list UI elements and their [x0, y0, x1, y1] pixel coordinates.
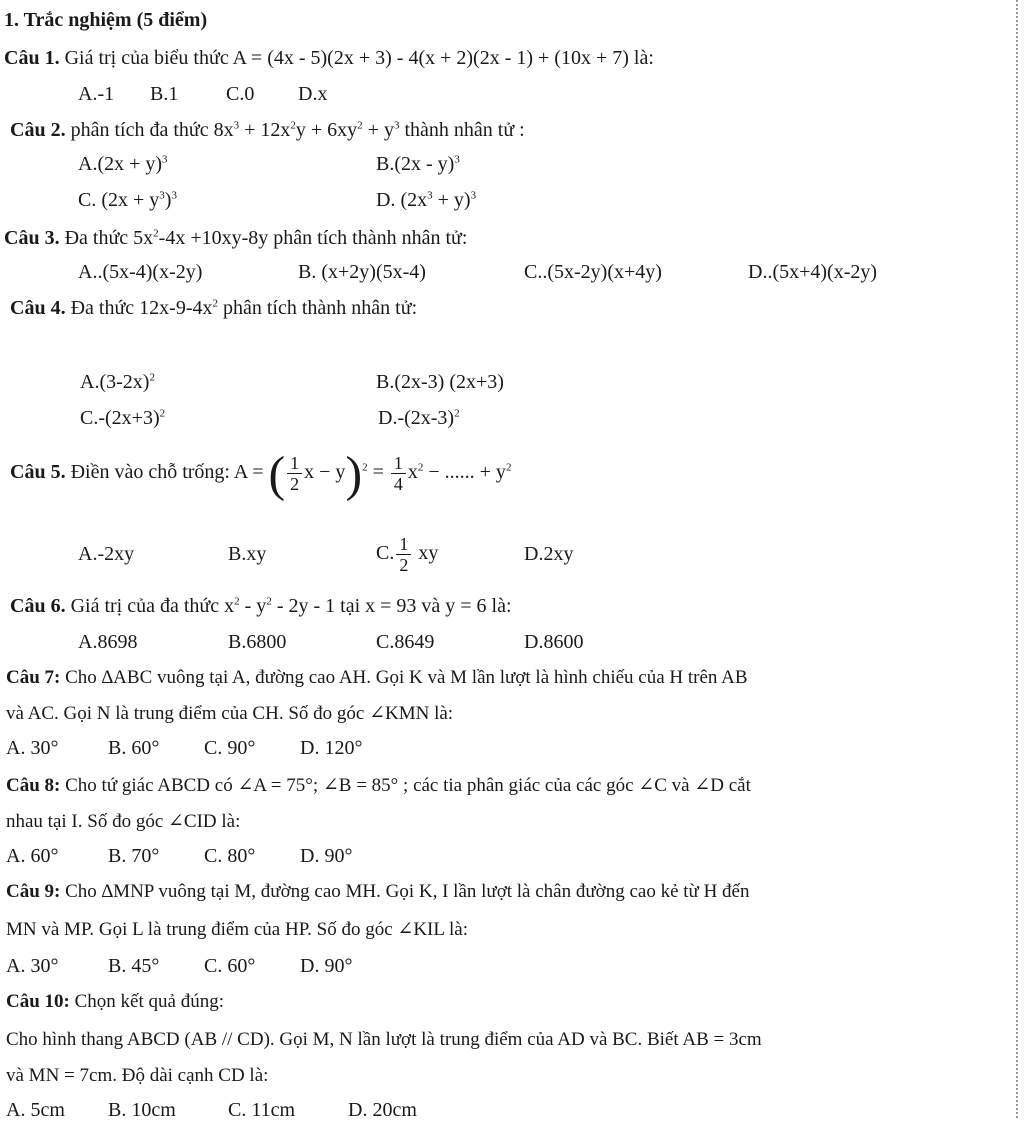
q8-option-b[interactable]: B. 70° [108, 845, 160, 867]
q3-option-b[interactable]: B. (x+2y)(5x-4) [298, 261, 426, 283]
question-9-line-2: MN và MP. Gọi L là trung điểm của HP. Số đo góc ∠KIL là: [6, 919, 469, 940]
option-text: D. (2x [376, 189, 428, 211]
question-9 [6, 880, 749, 904]
question-2 [10, 118, 525, 142]
question-2-text: + y [362, 119, 394, 141]
fraction-numerator: 1 [287, 453, 302, 474]
question-6-text: - y [239, 595, 267, 617]
exponent: 3 [427, 189, 433, 202]
q5-option-b[interactable]: B.xy [228, 543, 267, 565]
option-text: C. [376, 542, 395, 564]
q8-option-d[interactable]: D. 90° [300, 845, 353, 867]
exponent: 3 [454, 153, 460, 166]
exponent: 3 [393, 119, 400, 132]
option-text: B.(2x-3) (2x+3) [376, 371, 504, 393]
question-8-text: Cho tứ giác ABCD có ∠A = 75°; ∠B = 85° ; các tia phân giác của các góc ∠C và ∠D cắt [60, 775, 751, 796]
question-6 [10, 594, 512, 618]
question-9-label: Câu 9: [6, 881, 61, 902]
q9-option-b[interactable]: B. 45° [108, 955, 160, 977]
exponent: 2 [153, 227, 159, 240]
q7-option-b[interactable]: B. 60° [108, 737, 160, 759]
question-6-text: Giá trị của đa thức x [65, 595, 235, 617]
q1-option-d[interactable]: D.x [298, 83, 328, 105]
q2-option-c[interactable] [78, 188, 177, 212]
fraction-numerator: 1 [396, 534, 411, 555]
q10-option-d[interactable]: D. 20cm [348, 1099, 417, 1121]
question-3 [4, 226, 467, 250]
question-7-label: Câu 7: [6, 667, 61, 688]
exponent: 2 [159, 407, 166, 420]
open-paren: ( [268, 445, 286, 502]
question-8 [6, 774, 751, 798]
option-text: xy [413, 542, 439, 564]
question-2-text: y + 6xy [295, 119, 358, 141]
option-text: A.(2x + y) [78, 153, 163, 175]
fraction-one-quarter [391, 453, 406, 494]
q7-option-d[interactable]: D. 120° [300, 737, 363, 759]
q6-option-b[interactable]: B.6800 [228, 631, 287, 653]
question-2-text: phân tích đa thức 8x [65, 119, 234, 141]
exponent: 2 [505, 461, 512, 474]
question-5-text: x − y [304, 461, 346, 483]
question-10-label: Câu 10: [6, 991, 70, 1012]
q3-option-c[interactable]: C..(5x-2y)(x+4y) [524, 261, 662, 283]
option-text: D.-(2x-3) [378, 407, 455, 429]
question-4-text: Đa thức 12x-9-4x [65, 297, 213, 319]
question-8-line-2: nhau tại I. Số đo góc ∠CID là: [6, 811, 241, 832]
q4-option-d[interactable] [378, 406, 460, 430]
exponent: 2 [362, 461, 368, 474]
question-1 [4, 46, 654, 70]
exponent: 3 [162, 153, 168, 166]
question-10-line-1: Cho hình thang ABCD (AB // CD). Gọi M, N lần lượt là trung điểm của AD và BC. Biết AB = 3cm [6, 1029, 762, 1050]
right-dotted-border [1016, 0, 1018, 1118]
q4-option-a[interactable] [80, 370, 155, 394]
question-5-text: Điền vào chỗ trống: A = [65, 461, 269, 483]
question-2-label: Câu 2. [10, 119, 66, 141]
q10-option-a[interactable]: A. 5cm [6, 1099, 65, 1121]
question-1-text: Giá trị của biểu thức A = (4x - 5)(2x + 3) - 4(x + 2)(2x - 1) + (10x + 7) là: [59, 47, 654, 69]
question-4-text: phân tích thành nhân tử: [218, 297, 418, 319]
exponent: 2 [266, 595, 272, 608]
question-5-text: x [407, 461, 418, 483]
question-4 [10, 296, 417, 320]
option-text: B.(2x - y) [376, 153, 455, 175]
question-3-text: Đa thức 5x [59, 227, 154, 249]
option-text: C. (2x + y [78, 189, 160, 211]
exponent: 3 [233, 119, 240, 132]
q8-option-c[interactable]: C. 80° [204, 845, 256, 867]
q8-option-a[interactable]: A. 60° [6, 845, 59, 867]
exponent: 2 [417, 461, 424, 474]
q4-option-c[interactable] [80, 406, 165, 430]
q7-option-c[interactable]: C. 90° [204, 737, 256, 759]
fraction-one-half [396, 534, 411, 575]
question-4-label: Câu 4. [10, 297, 66, 319]
q7-option-a[interactable]: A. 30° [6, 737, 59, 759]
q9-option-d[interactable]: D. 90° [300, 955, 353, 977]
question-6-label: Câu 6. [10, 595, 66, 617]
exponent: 3 [171, 189, 177, 202]
fraction-numerator: 1 [391, 453, 406, 474]
q1-option-a[interactable]: A.-1 [78, 83, 115, 105]
q3-option-d[interactable]: D..(5x+4)(x-2y) [748, 261, 878, 283]
question-5 [10, 444, 511, 500]
question-3-text: -4x +10xy-8y phân tích thành nhân tử: [158, 227, 468, 249]
exponent: 2 [454, 407, 460, 420]
option-text: + y) [432, 189, 471, 211]
q2-option-d[interactable] [376, 188, 476, 212]
option-text: A.(3-2x) [80, 371, 150, 393]
exponent: 2 [212, 297, 218, 310]
q1-option-b[interactable]: B.1 [150, 83, 179, 105]
fraction-denominator: 2 [290, 473, 300, 494]
fraction-denominator: 4 [393, 473, 403, 494]
question-6-text: - 2y - 1 tại x = 93 và y = 6 là: [271, 595, 512, 617]
q6-option-c[interactable]: C.8649 [376, 631, 435, 653]
q9-option-c[interactable]: C. 60° [204, 955, 256, 977]
q3-option-a[interactable]: A..(5x-4)(x-2y) [78, 261, 203, 283]
q5-option-c[interactable] [376, 528, 438, 578]
q5-option-d[interactable]: D.2xy [524, 543, 574, 565]
q2-option-b[interactable] [376, 152, 460, 176]
q1-option-c[interactable]: C.0 [226, 83, 255, 105]
q10-option-c[interactable]: C. 11cm [228, 1099, 296, 1121]
question-7-text: Cho ∆ABC vuông tại A, đường cao AH. Gọi K và M lần lượt là hình chiếu của H trên AB [60, 667, 748, 688]
exponent: 2 [290, 119, 296, 132]
question-10-text: Chọn kết quả đúng: [69, 991, 224, 1012]
q6-option-d[interactable]: D.8600 [524, 631, 584, 653]
option-text: C.-(2x+3) [80, 407, 160, 429]
section-title: 1. Trắc nghiệm (5 điểm) [4, 9, 208, 31]
option-text: ) [164, 189, 172, 211]
question-8-label: Câu 8: [6, 775, 61, 796]
question-9-text: Cho ∆MNP vuông tại M, đường cao MH. Gọi K, I lần lượt là chân đường cao kẻ từ H đến [60, 881, 750, 902]
exponent: 3 [159, 189, 165, 202]
exponent: 2 [357, 119, 363, 132]
question-1-label: Câu 1. [4, 47, 60, 69]
q9-option-a[interactable]: A. 30° [6, 955, 59, 977]
question-10 [6, 990, 224, 1014]
exponent: 2 [234, 595, 240, 608]
equals-sign: = [367, 461, 389, 483]
q4-option-b[interactable] [376, 370, 504, 394]
question-2-text: thành nhân tử : [399, 119, 525, 141]
exponent: 2 [149, 371, 155, 384]
question-2-text: + 12x [239, 119, 291, 141]
q10-option-b[interactable]: B. 10cm [108, 1099, 176, 1121]
exponent: 3 [470, 189, 477, 202]
fraction-one-half [287, 453, 302, 494]
q5-option-a[interactable]: A.-2xy [78, 543, 135, 565]
q2-option-a[interactable] [78, 152, 168, 176]
fraction-denominator: 2 [399, 554, 409, 575]
question-5-label: Câu 5. [10, 461, 66, 483]
question-7-line-2: và AC. Gọi N là trung điểm của CH. Số đo góc ∠KMN là: [6, 703, 454, 724]
close-paren: ) [345, 445, 363, 502]
question-7 [6, 666, 1014, 690]
question-5-blank: − ...... + y [423, 461, 506, 483]
question-10-line-2: và MN = 7cm. Độ dài cạnh CD là: [6, 1065, 269, 1086]
question-3-label: Câu 3. [4, 227, 60, 249]
q6-option-a[interactable]: A.8698 [78, 631, 138, 653]
